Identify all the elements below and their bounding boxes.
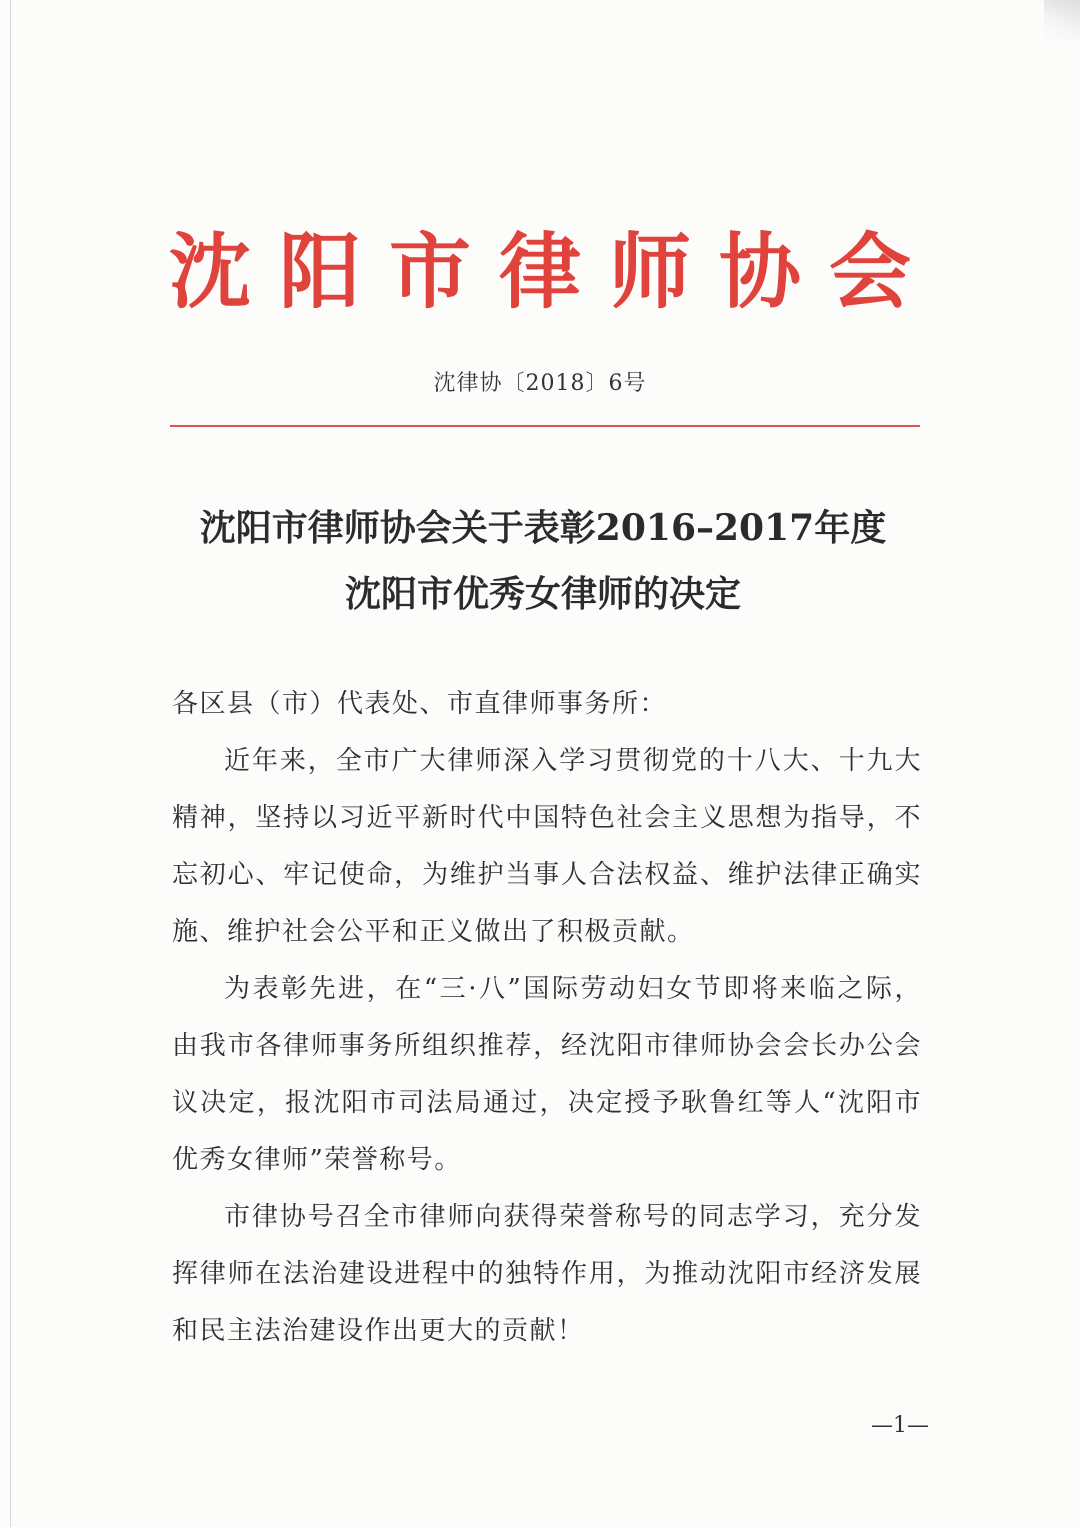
- document-title: [120, 495, 966, 627]
- paragraph-1: 近年来，全市广大律师深入学习贯彻党的十八大、十九大精神，坚持以习近平新时代中国特色社会主义思想为指导，不忘初心、牢记使命，为维护当事人合法权益、维护法律正确实施、维护社会公平和正义做出了积极贡献。: [172, 746, 922, 947]
- red-divider-line: [170, 425, 920, 427]
- title-line-2: 沈阳市优秀女律师的决定: [344, 573, 741, 615]
- paragraph-3: 市律协号召全市律师向获得荣誉称号的同志学习，充分发挥律师在法治建设进程中的独特作用，为推动沈阳市经济发展和民主法治建设作出更大的贡献！: [172, 1202, 922, 1346]
- masthead-title: 沈阳市律师协会: [168, 224, 939, 320]
- document-body: [172, 676, 922, 1360]
- salutation: 各区县（市）代表处、市直律师事务所：: [172, 689, 668, 719]
- scan-corner-shadow: [1044, 0, 1080, 40]
- document-number: 沈律协〔2018〕6号: [433, 371, 647, 396]
- page-number: —1—: [871, 1413, 929, 1438]
- title-line-1: 沈阳市律师协会关于表彰2016–2017年度: [199, 507, 887, 549]
- paragraph-2: 为表彰先进，在“三·八”国际劳动妇女节即将来临之际，由我市各律师事务所组织推荐，经沈阳市律师协会会长办公会议决定，报沈阳市司法局通过，决定授予耿鲁红等人“沈阳市优秀女律师”荣誉称号。: [172, 974, 922, 1175]
